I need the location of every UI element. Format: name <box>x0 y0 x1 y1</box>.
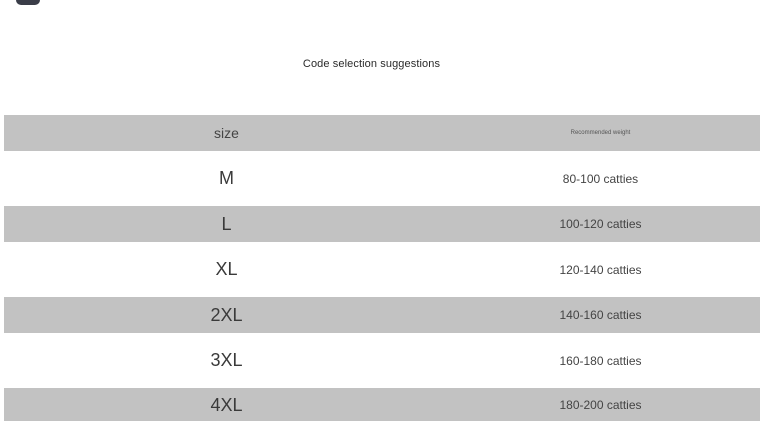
table-row <box>4 388 760 421</box>
table-row <box>4 206 760 242</box>
column-header-size: size <box>214 125 239 141</box>
weight-cell: 100-120 catties <box>559 217 642 231</box>
table-row <box>4 151 760 206</box>
table-row <box>4 242 760 297</box>
size-cell: 4XL <box>210 394 243 415</box>
size-cell: 3XL <box>210 350 243 370</box>
page-title: Code selection suggestions <box>302 58 441 70</box>
table-header-row <box>4 115 760 151</box>
weight-cell: 80-100 catties <box>562 171 639 186</box>
size-cell: L <box>221 213 232 234</box>
size-cell: XL <box>215 259 238 279</box>
weight-cell: 120-140 catties <box>559 262 642 277</box>
column-header-weight: Recommended weight <box>570 130 631 136</box>
size-cell: 2XL <box>210 304 243 325</box>
app-icon <box>16 0 40 5</box>
weight-cell: 140-160 catties <box>559 308 642 322</box>
table-row <box>4 333 760 388</box>
weight-cell: 180-200 catties <box>559 398 642 412</box>
size-cell: M <box>219 168 234 188</box>
table-row <box>4 297 760 333</box>
weight-cell: 160-180 catties <box>559 353 642 368</box>
size-chart-table <box>4 115 760 421</box>
